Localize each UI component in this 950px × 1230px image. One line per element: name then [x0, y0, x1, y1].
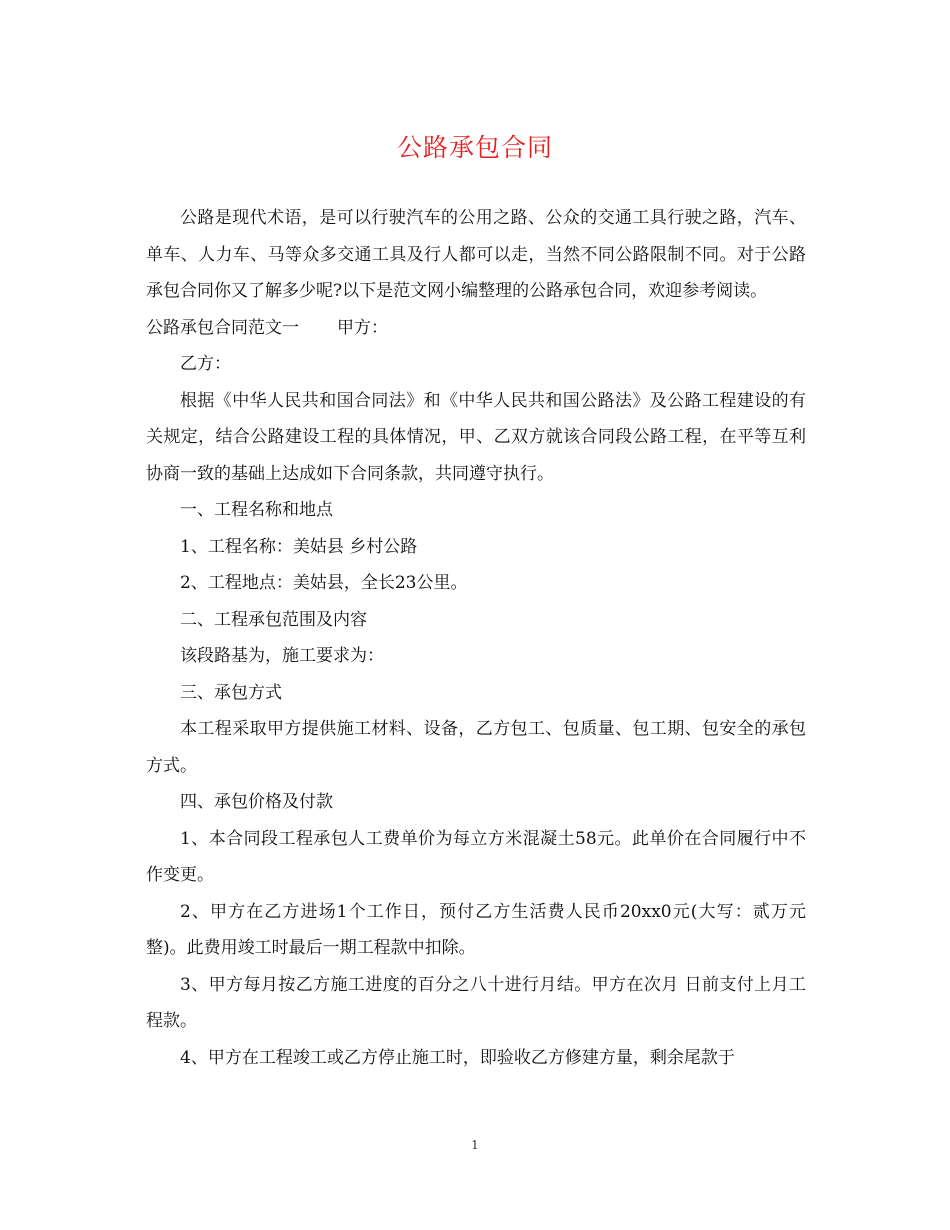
document-body [146, 200, 806, 1076]
party-b-label: 乙方： [180, 354, 231, 374]
section-2-heading: 二、工程承包范围及内容 [180, 609, 367, 630]
page-number: 1 [471, 1138, 479, 1152]
section-3-text: 本工程采取甲方提供施工材料、设备，乙方包工、包质量、包工期、包安全的承包方式。 [146, 719, 806, 776]
intro-paragraph: 公路是现代术语，是可以行驶汽车的公用之路、公众的交通工具行驶之路，汽车、单车、人力车、马等众多交通工具及行人都可以走，当然不同公路限制不同。对于公路承包合同你又了解多少呢?以下是范文网小编整理的公路承包合同，欢迎参考阅读。 [146, 208, 806, 301]
preamble-paragraph: 根据《中华人民共和国合同法》和《中华人民共和国公路法》及公路工程建设的有关规定，结合公路建设工程的具体情况，甲、乙双方就该合同段公路工程，在平等互利协商一致的基础上达成如下合同条款，共同遵守执行。 [146, 390, 806, 484]
section-1-heading: 一、工程名称和地点 [180, 500, 333, 520]
sample-heading-line [146, 310, 806, 347]
section-1-item-1: 1、工程名称：美姑县 乡村公路 [180, 536, 418, 557]
section-4-item-3: 3、甲方每月按乙方施工进度的百分之八十进行月结。甲方在次月 日前支付上月工程款。 [146, 974, 806, 1031]
section-4-item-2: 2、甲方在乙方进场1个工作日，预付乙方生活费人民币20xx0元(大写：贰万元整)。此费用竣工时最后一期工程款中扣除。 [146, 901, 806, 958]
section-4-item-1: 1、本合同段工程承包人工费单价为每立方米混凝土58元。此单价在合同履行中不作变更。 [146, 828, 806, 885]
party-a-label: 甲方： [337, 317, 388, 338]
section-4-item-4: 4、甲方在工程竣工或乙方停止施工时，即验收乙方修建方量，剩余尾款于 [180, 1047, 735, 1068]
section-4-heading: 四、承包价格及付款 [180, 792, 333, 812]
section-1-item-2: 2、工程地点：美姑县，全长23公里。 [180, 573, 468, 593]
section-2-text: 该段路基为，施工要求为： [180, 646, 384, 666]
sample-heading: 公路承包合同范文一 [146, 317, 299, 338]
document-title: 公路承包合同 [396, 133, 553, 162]
section-3-heading: 三、承包方式 [180, 682, 282, 703]
